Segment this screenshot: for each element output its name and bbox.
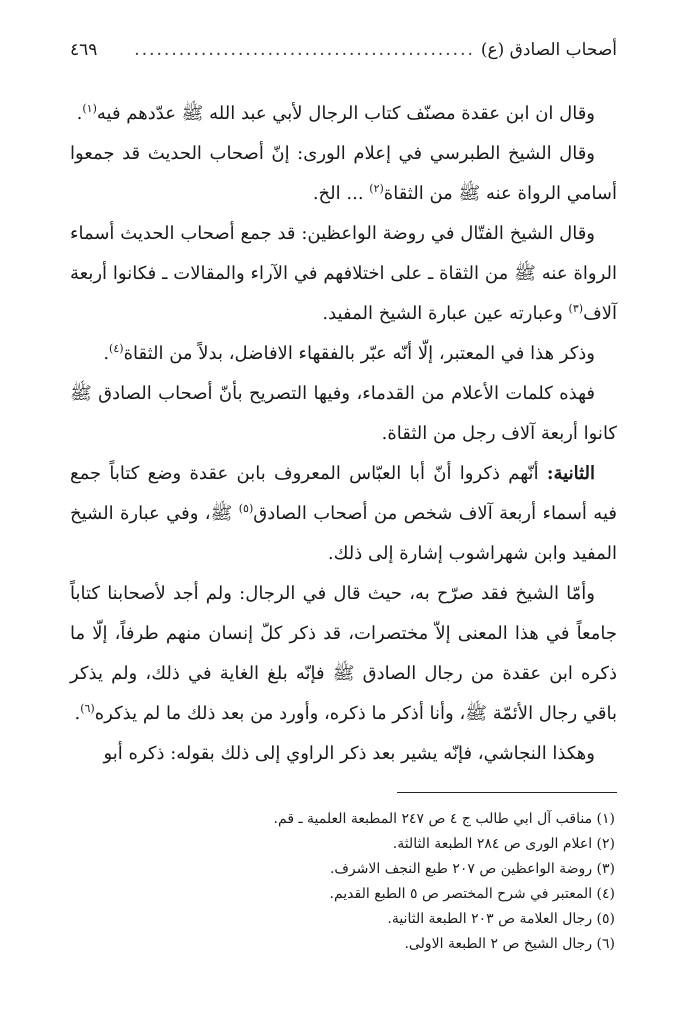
header-title: أصحاب الصادق (ع) [480,40,617,60]
paragraph: الثانية: أنّهم ذكروا أنّ أبا العبّاس المعروف بابن عقدة وضع كتاباً جمع فيه أسماء أربعة آلاف شخص من أصحاب الصادق$^{(٥)}$ ﷺ، وفي عبارة الشيخ المفيد وابن شهراشوب إشارة إلى ذلك. [70,463,617,564]
footnote-item: (٣) روضة الواعظين ص ٢٠٧ طبع النجف الاشرف. [329,861,615,877]
footnote-ref: (٦) [80,702,95,715]
footnote-ref: (٥) [238,502,254,515]
footnotes [70,807,617,957]
footnote-ref: (٤) [109,342,124,355]
header-leader-dots: .............................................. [134,40,475,60]
footnote-item: (٦) رجال الشيخ ص ٢ الطبعة الاولى. [404,936,615,952]
footnote-item: (٥) رجال العلامة ص ٢٠٣ الطبعة الثانية. [387,911,615,927]
footnote-ref: (١) [82,102,97,115]
footnote-item: (١) مناقب آل ابي طالب ج ٤ ص ٢٤٧ المطبعة العلمية ـ قم. [273,811,615,827]
paragraph: وأمّا الشيخ فقد صرّح به، حيث قال في الرجال: ولم أجد لأصحابنا كتاباً جامعاً في هذا المعنى إلاّ مختصرات، قد ذكر كلّ إنسان منهم طرفاً، إلّا ما ذكره ابن عقدة من رجال الصادق ﷺ فإنّه بلغ الغاية في ذلك، ولم يذكر باقي رجال الأئمّة ﷺ، وأنا أذكر ما ذكره، وأورد من بعد ذلك ما لم يذكره$^{(٦)}$. [70,583,617,724]
paragraph: وهكذا النجاشي، فإنّه يشير بعد ذكر الراوي إلى ذلك بقوله: ذكره أبو [103,743,595,764]
footnote-ref: (٢) [369,182,384,195]
paragraph: فهذه كلمات الأعلام من القدماء، وفيها التصريح بأنّ أصحاب الصادق ﷺ كانوا أربعة آلاف رجل من الثقاة. [70,383,617,444]
page-number: ٤٦٩ [70,40,98,60]
paragraph: وقال الشيخ الطبرسي في إعلام الورى: إنّ أصحاب الحديث قد جمعوا أسامي الرواة عنه ﷺ من الثقاة$^{(٢)}$ ... الخ. [70,143,617,204]
section-lead: الثانية: [546,463,595,484]
footnote-item: (٤) المعتبر في شرح المختصر ص ٥ الطبع القديم. [329,886,615,902]
paragraph: وذكر هذا في المعتبر، إلّا أنّه عبّر بالفقهاء الافاضل، بدلاً من الثقاة$^{(٤)}$. [103,342,595,364]
footnote-item: (٢) اعلام الورى ص ٢٨٤ الطبعة الثالثة. [392,836,615,852]
footnote-ref: (٣) [568,302,584,315]
paragraph: وقال ان ابن عقدة مصنّف كتاب الرجال لأبي عبد الله ﷺ عدّدهم فيه$^{(١)}$. [76,102,595,124]
paragraph: وقال الشيخ الفتّال في روضة الواعظين: قد جمع أصحاب الحديث أسماء الرواة عنه ﷺ من الثقاة ـ على اختلافهم في الآراء والمقالات ـ فكانوا أربعة آلاف$^{(٣)}$ وعبارته عين عبارة الشيخ المفيد. [70,223,617,324]
main-text [70,94,617,774]
running-header [70,40,617,68]
footnote-divider [397,792,617,793]
